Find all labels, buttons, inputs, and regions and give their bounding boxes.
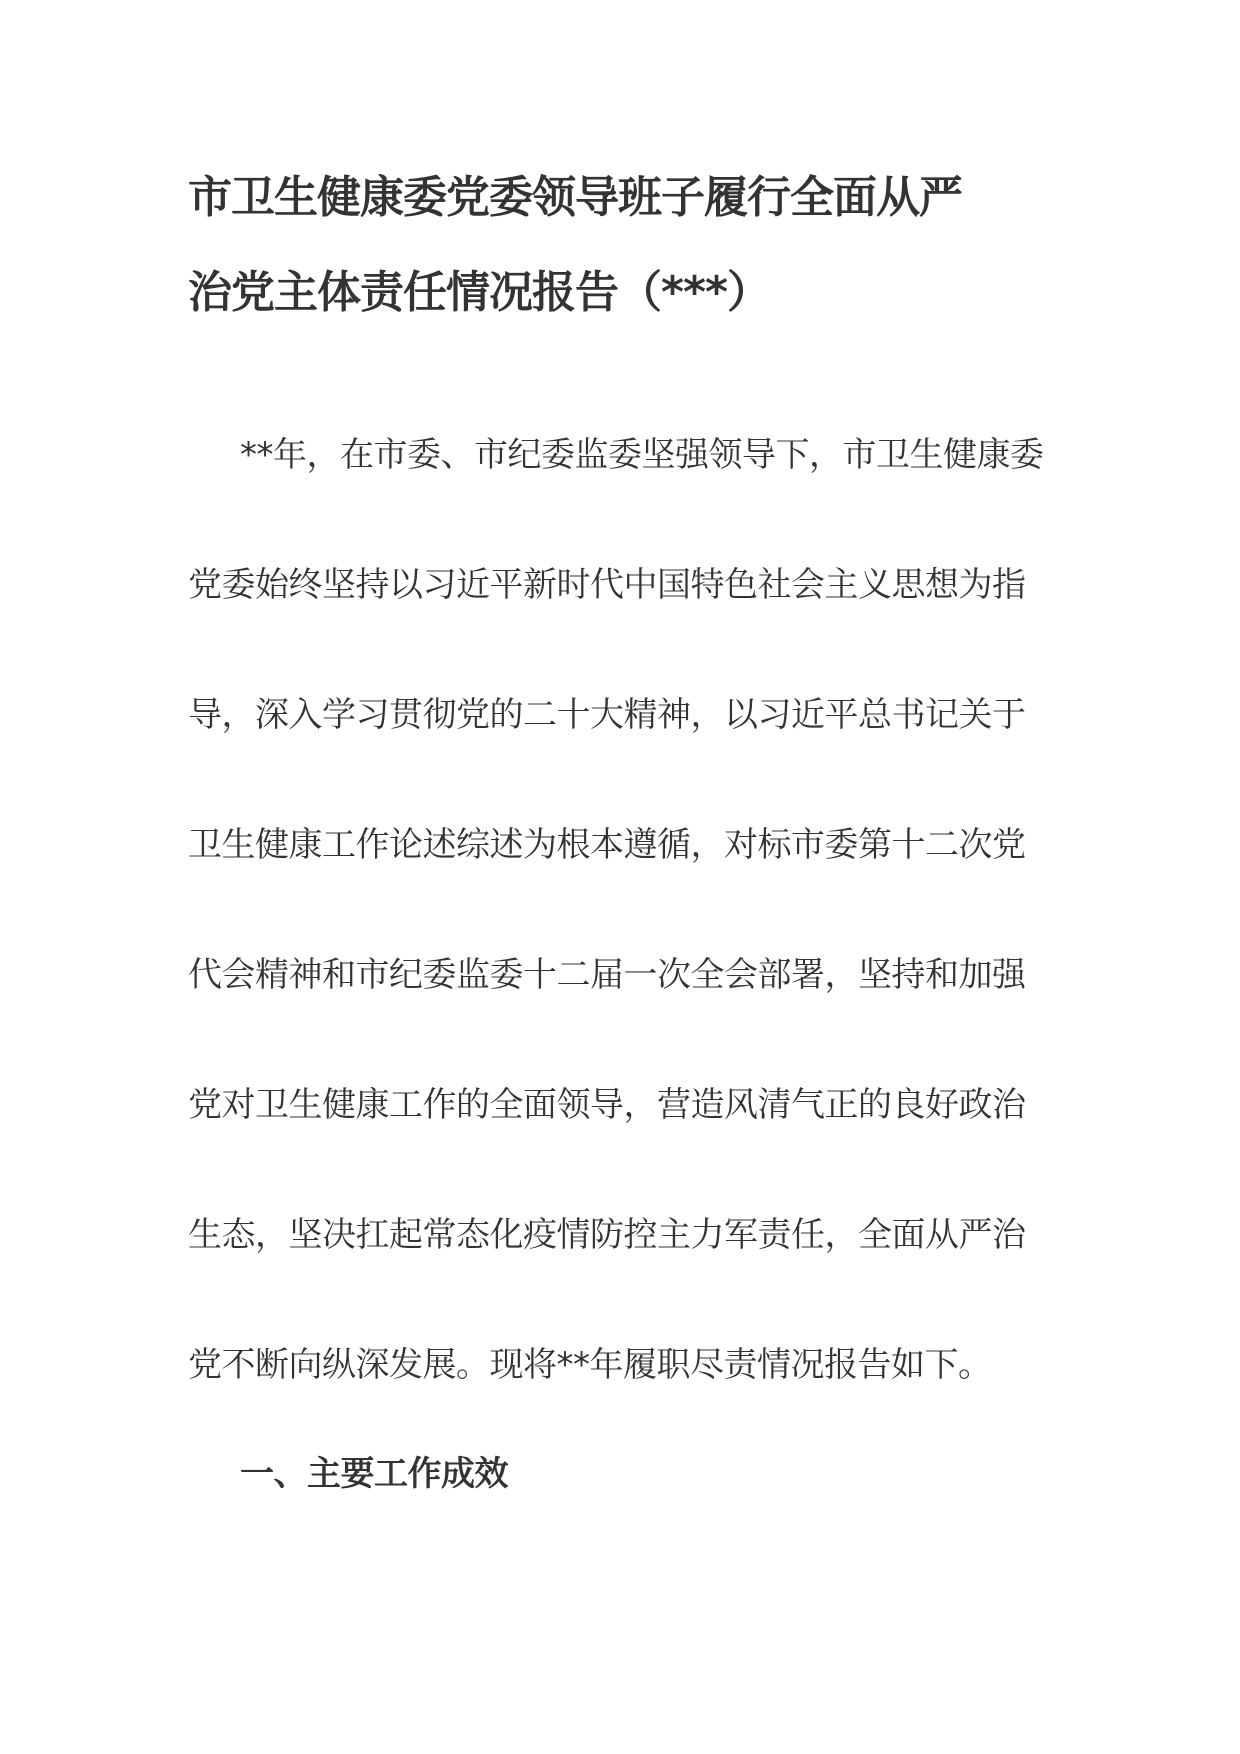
paragraph-line-7: 生态，坚决扛起常态化疫情防控主力军责任，全面从严治 <box>188 1215 1026 1255</box>
document-title-line-1: 市卫生健康委党委领导班子履行全面从严 <box>188 172 962 223</box>
paragraph-line-8: 党不断向纵深发展。现将**年履职尽责情况报告如下。 <box>188 1345 992 1385</box>
paragraph-line-2: 党委始终坚持以习近平新时代中国特色社会主义思想为指 <box>188 565 1026 605</box>
paragraph-line-1: **年，在市委、市纪委监委坚强领导下，市卫生健康委 <box>240 435 1044 475</box>
paragraph-line-6: 党对卫生健康工作的全面领导，营造风清气正的良好政治 <box>188 1085 1026 1125</box>
document-title-line-2: 治党主体责任情况报告（***） <box>188 267 771 318</box>
section-heading: 一、主要工作成效 <box>240 1454 508 1494</box>
paragraph-line-3: 导，深入学习贯彻党的二十大精神，以习近平总书记关于 <box>188 695 1026 735</box>
paragraph-line-5: 代会精神和市纪委监委十二届一次全会部署，坚持和加强 <box>188 955 1026 995</box>
paragraph-line-4: 卫生健康工作论述综述为根本遵循，对标市委第十二次党 <box>188 825 1026 865</box>
